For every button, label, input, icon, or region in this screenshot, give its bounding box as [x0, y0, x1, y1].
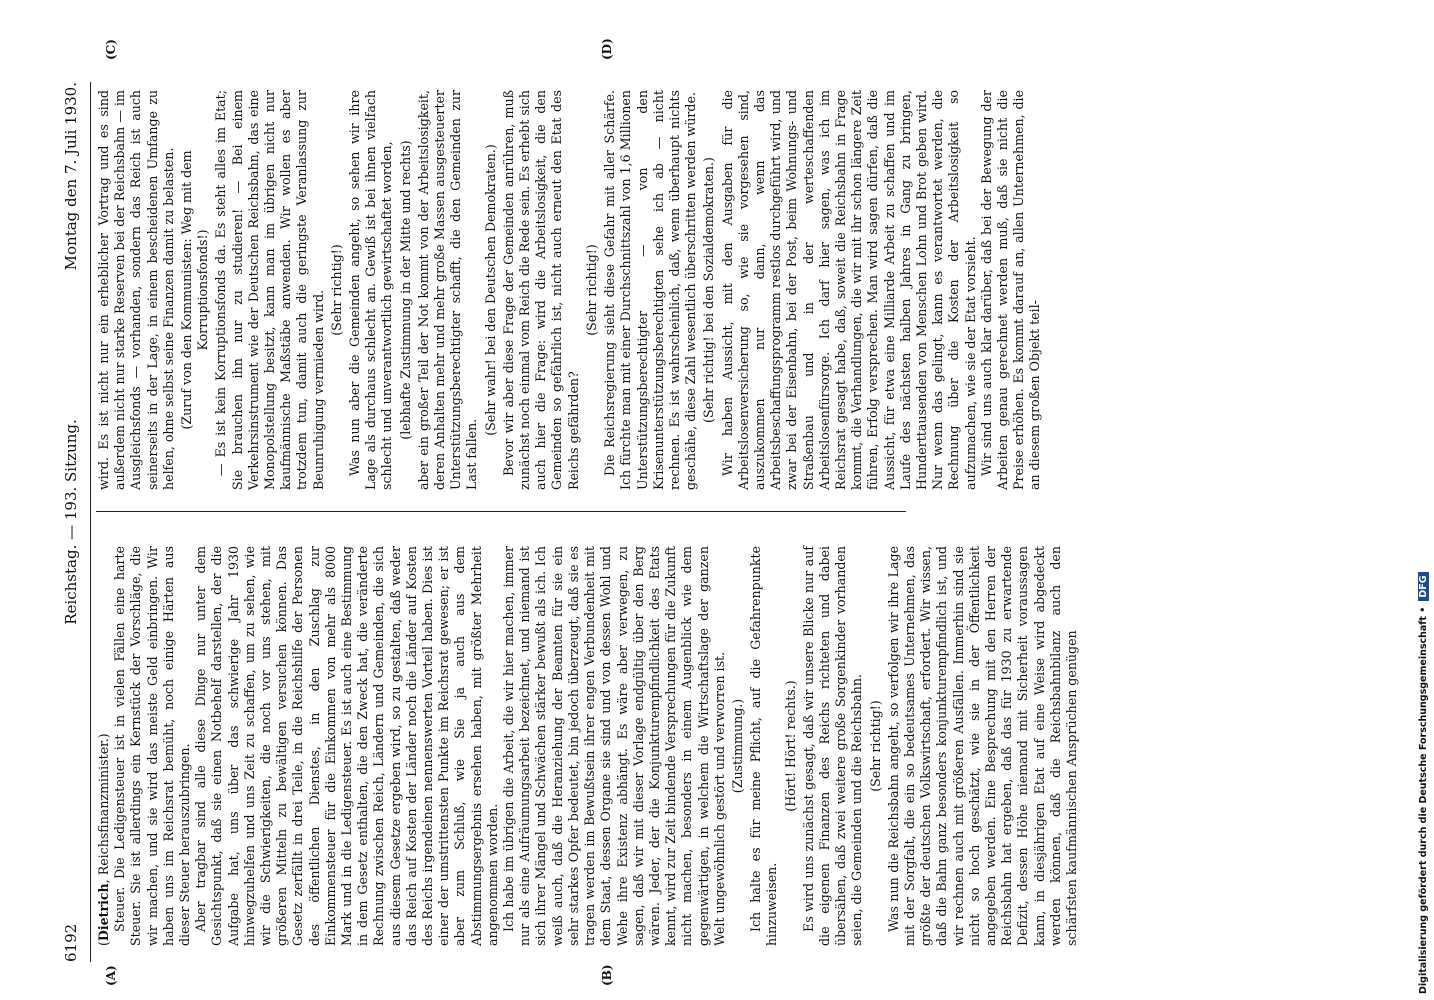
right-paragraph-6: Die Reichsregierung sieht diese Gefahr mit aller Schärfe. Ich fürchte man mit einer Durchschnittszahl von 1,6 Millionen Unterstützungsberechtigter — von den Krisenunterstützungsberechtigten sehe ich ab — nicht rechnen. Es ist wahrscheinlich, daß, wenn überhaupt nichts geschähe, diese Zahl wesentlich überschritten werden würde. — [602, 90, 699, 490]
right-paragraph-5: Bevor wir aber diese Frage der Gemeinden anrühren, muß zunächst noch einmal vom Reich die Rede sein. Es erhebt sich auch hier die Frage: wird die Arbeitslosigkeit, die den Gemeinden so gefährlich ist, nicht auch erneut den Etat des Reichs gefährden? — [500, 90, 581, 490]
right-interjection-2: (Sehr richtig!) — [328, 244, 344, 336]
funding-note: Digitalisierung gefördert durch die Deutsche Forschungsgemeinschaft • — [1418, 606, 1429, 994]
right-paragraph-1: wird. Es ist nicht nur ein erheblicher Vortrag und es sind außerdem nicht nur starke Reserven bei der Reichsbahn — im Ausgleichsfonds — vorhanden, sondern das Reich ist auch seinerseits in der Lage, in einem bescheidenen Umfange zu helfen, ohne selbst seine Finanzen damit zu belasten. — [96, 90, 176, 490]
right-interjection-6: (Sehr richtig! bei den Sozialdemokraten.) — [701, 157, 717, 423]
session-date: Montag den 7. Juli 1930. — [62, 82, 80, 271]
left-paragraph-3: Ich habe im übrigen die Arbeit, die wir hier machen, immer nur als eine Aufräumungsarbeit bezeichnet, und niemand ist sich ihrer Mängel und Schwächen stärker bewußt als ich. Ich weiß auch, daß die Heranziehung der Beamten für sie ein sehr starkes Opfer bedeutet, bin jedoch überzeugt, daß sie es tragen werden im Bewußtsein ihrer engen Verbundenheit mit dem Staat, dessen Organe sie sind und von dessen Wohl und Wehe ihre Existenz abhängt. Es wäre aber verwegen, zu sagen, daß wir mit dieser Vorlage endgültig über den Berg wären. Jeder, der die Konjunkturempfindlichkeit des Etats kennt, wird zur Zeit bindende Versprechungen für die Zukunft nicht machen, besonders in einem Augenblick wie dem gegenwärtigen, in welchem die Wirtschaftslage der ganzen Welt ungewöhnlich gestört und verworren ist. — [501, 546, 727, 946]
digitization-note — [1418, 4, 1434, 1000]
left-paragraph-5: Es wird uns zunächst gesagt, daß wir unsere Blicke nur auf die eigenen Finanzen des Reichs richteten und dabei übersähen, daß zwei weitere große Sorgenkinder vorhanden seien, die Gemeinden und die Reichsbahn. — [800, 546, 865, 946]
right-paragraph-3: Was nun aber die Gemeinden angeht, so sehen wir ihre Lage als durchaus schlecht an. Gewiß ist bei ihnen vielfach schlecht und unverantwortlich gewirtschaftet worden, — [347, 90, 395, 490]
right-interjection-4: (Sehr wahr! bei den Deutschen Demokraten.) — [482, 144, 498, 436]
digitization-sidebar — [1418, 10, 1434, 1000]
left-paragraph-4: Ich halte es für meine Pflicht, auf die Gefahrenpunkte hinzuweisen. — [748, 546, 780, 946]
right-interjection-5: (Sehr richtig!) — [583, 244, 599, 336]
margin-marker-c: (C) — [104, 39, 118, 60]
left-interjection-3: (Sehr richtig!) — [867, 700, 883, 792]
left-column — [96, 546, 1080, 946]
speaker-role: , Reichsfinanzminister.) — [96, 733, 111, 884]
open-paren: ( — [96, 941, 111, 946]
header-rule — [90, 82, 91, 962]
page-number: 6192 — [62, 923, 80, 962]
margin-marker-a: (A) — [104, 965, 118, 986]
margin-marker-b: (B) — [600, 964, 614, 986]
left-paragraph-1: Steuer. Die Ledigensteuer ist in vielen Fällen eine harte Steuer. Sie ist allerdings ein Kernstück der Vorschläge, die wir machen, und sie wird das meiste Geld einbringen. Wir haben uns im Reichsrat bemüht, noch einige Härten aus dieser Steuer herauszubringen. — [112, 546, 193, 946]
left-paragraph-2: Aber tragbar sind alle diese Dinge nur unter dem Gesichtspunkt, daß sie einen Notbehelf darstellen, der die Aufgabe hat, uns über das schwierige Jahr 1930 hinwegzuhelfen und uns Zeit zu schaffen, um zu sehen, wie wir die Schwierigkeiten, die noch vor uns stehen, mit größeren Mitteln zu bewältigen versuchen können. Das Gesetz zerfällt in drei Teile, in die Reichshilfe der Personen des öffentlichen Dienstes, in den Zuschlag zur Einkommensteuer für die Einkommen von mehr als 8000 Mark und in die Ledigensteuer. Es ist auch eine Bestimmung in dem Gesetz enthalten, die den Zweck hat, die veränderte Rechnung zwischen Reich, Ländern und Gemeinden, die sich aus diesem Gesetze ergeben wird, so zu gestalten, daß weder das Reich auf Kosten der Länder noch die Länder auf Kosten des Reichs irgendeinen nennenswerten Vorteil haben. Dies ist einer der umstrittensten Punkte im Reichsrat gewesen; er ist aber zum Schluß, wie Sie ja auch aus dem Abstimmungsergebnis ersehen haben, mit größter Mehrheit angenommen worden. — [193, 546, 500, 946]
left-paragraph-6: Was nun die Reichsbahn angeht, so verfolgen wir ihre Lage mit der Sorgfalt, die ein so bedeutsames Unternehmen, das größte der deutschen Volkswirtschaft, erfordert. Wir wissen, daß die Bahn ganz besonders konjunkturempfindlich ist, und wir rechnen auch mit größeren Ausfällen. Immerhin sind sie nicht so hoch geschätzt, wie sie in der Öffentlichkeit angegeben werden. Eine Besprechung mit den Herren der Reichsbahn hat ergeben, daß das für 1930 zu erwartende Defizit, dessen Höhe niemand mit Sicherheit voraussagen kann, in diesjährigen Etat auf eine Weise wird abgedeckt werden können, daß die Reichsbahnbilanz auch den schärfsten kaufmännischen Ansprüchen genügen — [885, 546, 1079, 946]
speaker-name: Dietrich — [96, 883, 111, 942]
right-paragraph-7: Wir haben Aussicht, mit den Ausgaben für die Arbeitslosenversicherung so, wie sie vorgesehen sind, auszukommen nur dann, wenn das Arbeitsbeschaffungsprogramm restlos durchgeführt wird, und zwar bei der Eisenbahn, bei der Post, beim Wohnungs- und Straßenbau und in der werteschaffenden Arbeitslosenfürsorge. Ich darf hier sagen, was ich im Reichsrat gesagt habe, daß, soweit die Reichsbahn in Frage kommt, die Verhandlungen, die wir mit ihr schon längere Zeit führen, Erfolg versprechen. Man wird sagen dürfen, daß die Aussicht, für etwa eine Milliarde Arbeit zu schaffen und im Laufe des nächsten halben Jahres in Gang zu bringen, Hunderttausenden von Menschen Lohn und Brot geben wird. Nur wenn das gelingt, kann es verantwortet werden, die Rechnung über die Kosten der Arbeitslosigkeit so aufzumachen, wie sie der Etat vorsieht. — [719, 90, 978, 490]
session-title: Reichstag. — 193. Sitzung. — [62, 419, 80, 625]
right-interjection-1: (Zuruf von den Kommunisten: Weg mit dem Korruptionsfonds!) — [179, 150, 211, 430]
right-column — [96, 90, 1044, 490]
margin-marker-d: (D) — [600, 38, 614, 60]
dfg-logo: DFG — [1418, 572, 1429, 600]
speaker-line — [96, 546, 112, 946]
left-interjection-1: (Zustimmung.) — [729, 698, 745, 794]
right-paragraph-4: aber ein großer Teil der Not kommt von der Arbeitslosigkeit, deren Anhalten mehr und mehr große Massen ausgesteuerter Unterstützungsberechtigter schafft, die den Gemeinden zur Last fallen. — [415, 90, 480, 490]
right-interjection-3: (lebhafte Zustimmung in der Mitte und rechts) — [397, 140, 413, 440]
left-interjection-2: (Hört! Hört! rechts.) — [782, 680, 798, 812]
page-header — [62, 82, 86, 962]
right-paragraph-2: — Es ist kein Korruptionsfonds da. Es steht alles im Etat; Sie brauchen ihn nur zu studieren! — Bei einem Verkehrsinstrument wie der Deutschen Reichsbahn, das eine Monopolstellung besitzt, kann man im übrigen nicht nur kaufmännische Maßstäbe anwenden. Wir wollen es aber trotzdem tun, damit auch die geringste Veranlassung zur Beunruhigung vermieden wird. — [213, 90, 326, 490]
column-divider — [96, 511, 906, 512]
right-paragraph-8: Wir sind uns auch klar darüber, daß bei der Bewegung der Arbeiten genau gerechnet werden muß, daß sie nicht die Preise erhöhen. Es kommt darauf an, allen Unternehmen, die an diesem großen Objekt teil- — [978, 90, 1043, 490]
